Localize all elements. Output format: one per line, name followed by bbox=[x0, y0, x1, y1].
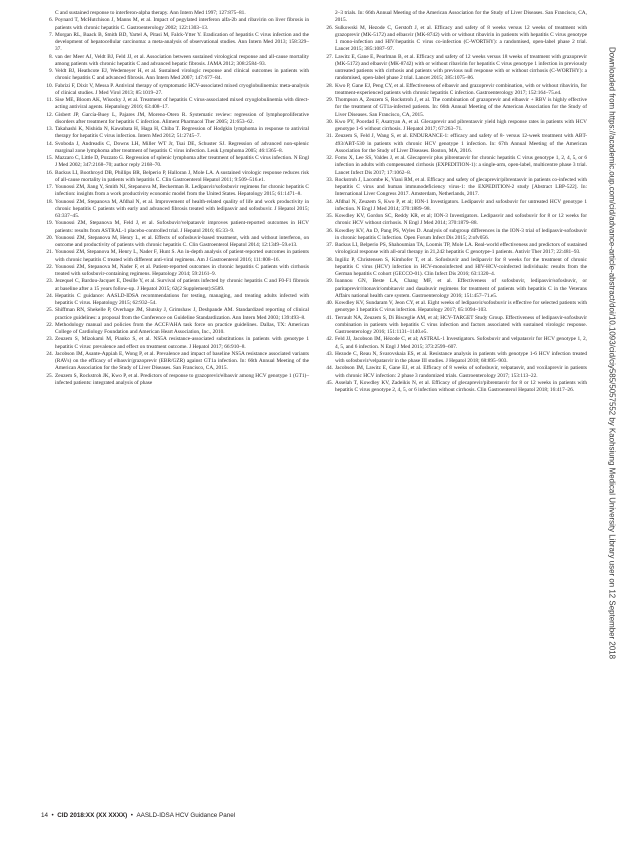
reference-text: Younossi ZM, Stepanova M, Afdhal N, et al. Improvement of health-related quality of life and work productivity in chronic hepatitis C patients with early and advanced fibrosis treated with ledipasvir and sofosbuvir. J Hepatol 2015; 63:337–45. bbox=[55, 198, 309, 219]
reference-item bbox=[41, 220, 309, 235]
reference-number: 21. bbox=[46, 249, 53, 256]
reference-text: Younossi ZM, Stepanova M, Nader F, et al. Patient-reported outcomes in chronic hepatitis C patients with cirrhosis treated with sofosbuvir-containing regimens. Hepatology 2014; 59:2161–9. bbox=[55, 263, 309, 277]
reference-number: 7. bbox=[48, 31, 53, 38]
reference-number: 18. bbox=[46, 198, 53, 205]
reference-text: Younossi ZM, Stepanova M, Feld J, et al. Sofosbuvir/velpatasvir improves patient-reported outcomes in HCV patients: results from ASTRAL-1 placebo-controlled trial. J Hepatol 2016; 65:33–9. bbox=[55, 220, 309, 234]
reference-number: 35. bbox=[326, 213, 333, 219]
reference-number: 23. bbox=[46, 336, 53, 343]
reference-item bbox=[41, 112, 309, 127]
reference-item bbox=[41, 68, 309, 83]
reference-item bbox=[321, 380, 587, 395]
reference-number: 29. bbox=[326, 97, 333, 103]
reference-item bbox=[321, 177, 587, 199]
reference-number: 11. bbox=[46, 97, 53, 103]
reference-number: 10. bbox=[46, 82, 53, 89]
reference-number: 8. bbox=[48, 53, 53, 60]
reference-number: 39. bbox=[326, 278, 333, 285]
reference-item bbox=[41, 54, 309, 69]
download-watermark bbox=[594, 8, 630, 698]
reference-text: Lawitz E, Gane E, Pearlman B, et al. Efficacy and safety of 12 weeks versus 18 weeks of treatment with grazoprevir (MK-5172) and elbasvir (MK-8742) with or without ribavirin for hepatitis C virus genotype 1 infection in previously untreated patients with cirrhosis and patients with previous null response with or without cirrhosis (C-WORTHY): a randomised, open-label phase 2 trial. Lancet 2015; 385:1075–86. bbox=[335, 53, 587, 82]
reference-item bbox=[41, 351, 309, 373]
reference-text: Thompson A, Zeuzem S, Rockstroh J, et al. The combination of grazoprevir and elbasvir + RBV is highly effective for the treatment of GT1a-infected patients. In: 66th Annual Meeting of the American Association for the Study of Liver Diseases. San Francisco, CA, 2015. bbox=[335, 97, 587, 118]
reference-text: Terrault NA, Zeuzem S, Di Bisceglie AM, et al; HCV-TARGET Study Group. Effectiveness of ledipasvir-sofosbuvir combination in patients with hepatitis C virus infection and factors associated with sustained virologic response. Gastroenterology 2016; 151:1131–1140.e5. bbox=[335, 314, 587, 335]
journal-citation: CID 2018:XX (XX XXXX) bbox=[57, 812, 128, 819]
reference-text: Ioannou GN, Beste LA, Chang MF, et al. Effectiveness of sofosbuvir, ledipasvir/sofosbuvir, or paritaprevir/ritonavir/ombitasvir and dasabuvir regimens for treatment of patients with hepatitis C in the Veterans Affairs national health care system. Gastroenterology 2016; 151:457–71.e5. bbox=[335, 278, 587, 299]
reference-item bbox=[41, 141, 309, 156]
reference-text: van der Meer AJ, Veldt BJ, Feld JJ, et al. Association between sustained virological response and all-cause mortality among patients with chronic hepatitis C and advanced hepatic fibrosis. JAMA 2012; 308:2584–93. bbox=[55, 53, 309, 67]
reference-number: 36. bbox=[326, 227, 333, 234]
reference-text: Ingiliz P, Christensen S, Kimhofer T, et al. Sofosbuvir and ledipasvir for 8 weeks for the treatment of chronic hepatitis C virus (HCV) infection in HCV-monoinfected and HIV-HCV-coinfected individuals: results from the German hepatitis C cohort (GECCO-01). Clin Infect Dis 2016; 63:1320–4. bbox=[335, 256, 587, 277]
reference-item bbox=[321, 257, 587, 279]
reference-item bbox=[321, 155, 587, 177]
reference-number: 34. bbox=[326, 198, 333, 205]
reference-text: Younossi ZM, Jiang Y, Smith NJ, Stepanova M, Beckerman R. Ledipasvir/sofosbuvir regimens for chronic hepatitis C infection: insights from a work productivity economic model from the United States. Hepatology 2015; 61:1471–8. bbox=[55, 184, 309, 198]
reference-text: Jezequel C, Bardou-Jacquet E, Desille Y, et al. Survival of patients infected by chronic hepatitis C and F0-F1 fibrosis at baseline after a 15 years follow-up. J Hepatol 2015; 62(2 Supplement):S589. bbox=[55, 278, 309, 292]
reference-text: Sulkowski M, Hezode C, Gerstoft J, et al. Efficacy and safety of 8 weeks versus 12 weeks of treatment with grazoprevir (MK-5172) and elbasvir (MK-8742) with or without ribavirin in patients with hepatitis C virus genotype 1 mono-infection and HIV/hepatitis C virus co-infection (C-WORTHY): a randomised, open-label phase 2 trial. Lancet 2015; 385:1087–97. bbox=[335, 24, 587, 53]
reference-number: 42. bbox=[326, 336, 333, 343]
reference-number: 41. bbox=[326, 314, 333, 321]
reference-text: 2–3 trials. In: 66th Annual Meeting of the American Association for the Study of Liver Diseases. San Francisco, CA, 2015. bbox=[335, 10, 587, 24]
reference-item bbox=[41, 307, 309, 322]
page-number: 14 bbox=[41, 812, 49, 819]
reference-text: Jacobson IM, Lawitz E, Gane EJ, et al. Efficacy of 8 weeks of sofosbuvir, velpatasvir, and voxilaprevir in patients with chronic HCV infection: 2 phase 3 randomized trials. Gastroenterology 2017; 153:113–22. bbox=[335, 365, 587, 379]
reference-item bbox=[41, 184, 309, 199]
reference-number: 12. bbox=[46, 111, 53, 118]
reference-number: 22. bbox=[46, 263, 53, 270]
reference-text: Zeuzem S, Feld J, Wang S, et al. ENDURANCE-1: efficacy and safety of 8- versus 12-week treatment with ABT-493/ABT-530 in patients with chronic HCV genotype 1 infection. In: 67th Annual Meeting of the American Association for the Study of Liver Diseases. Boston, MA, 2016. bbox=[335, 133, 587, 154]
reference-item bbox=[321, 300, 587, 315]
reference-text: Rockstroh J, Lacombe K, Viani RM, et al. Efficacy and safety of glecaprevir/pibrentasvir in patients co-infected with hepatitis C virus and human immunodeficiency virus-1: the EXPEDITION-2 study [Abstract LBP-522]. In: International Liver Congress 2017. Amsterdam, Netherlands, 2017. bbox=[335, 176, 587, 198]
reference-text: Zeuzem S, Mizokami M, Pianko S, et al. NS5A resistance-associated substitutions in patients with genotype 1 hepatitis C virus: prevalence and effect on treatment outcome. J Hepatol 2017; 66:910–8. bbox=[55, 336, 309, 350]
reference-number: 40. bbox=[326, 300, 333, 306]
reference-text: Forns X, Lee SS, Valdes J, et al. Glecaprevir plus pibrentasvir for chronic hepatitis C virus genotype 1, 2, 4, 5, or 6 infection in adults with compensated cirrhosis (EXPEDITION-1): a single-arm, open-label, multicentre phase 3 trial. Lancet Infect Dis 2017; 17:1062–8. bbox=[335, 155, 587, 176]
reference-number: 14. bbox=[46, 140, 53, 147]
reference-text: Mazzaro C, Little D, Pozzato G. Regression of splenic lymphoma after treatment of hepatitis C virus infection. N Engl J Med 2002; 347:2168–70; author reply 2168–70. bbox=[55, 155, 309, 169]
reference-text: Poynard T, McHutchison J, Manns M, et al. Impact of pegylated interferon alfa-2b and ribavirin on liver fibrosis in patients with chronic hepatitis C. Gastroenterology 2002; 122:1303–13. bbox=[55, 17, 309, 31]
reference-item bbox=[41, 97, 309, 112]
reference-item bbox=[321, 242, 587, 257]
reference-number: 15. bbox=[46, 155, 53, 161]
reference-text: Younossi ZM, Stepanova M, Henry L, et al. Effects of sofosbuvir-based treatment, with and without interferon, on outcome and productivity of patients with chronic hepatitis C. Clin Gastroenterol Hepatol 2014; 12:1349–59.e13. bbox=[55, 234, 309, 248]
reference-text: Takahashi K, Nishida N, Kawabata H, Haga H, Chiba T. Regression of Hodgkin lymphoma in response to antiviral therapy for hepatitis C virus infection. Intern Med 2012; 51:2745–7. bbox=[55, 126, 309, 140]
reference-text: Afdhal N, Zeuzem S, Kwo P, et al; ION-1 Investigators. Ledipasvir and sofosbuvir for untreated HCV genotype 1 infection. N Engl J Med 2014; 370:1889–98. bbox=[335, 198, 587, 212]
reference-text: Kwo PY, Poordad F, Asatryan A, et al. Glecaprevir and pibrentasvir yield high response rates in patients with HCV genotype 1-6 without cirrhosis. J Hepatol 2017; 67:263–71. bbox=[335, 118, 587, 132]
reference-text: Shiffman RN, Shekelle P, Overhage JM, Slutsky J, Grimshaw J, Deshpande AM. Standardized reporting of clinical practice guidelines: a proposal from the Conference on Guideline Standardization. Ann Intern Med 2003; 139:493–8. bbox=[55, 307, 309, 321]
reference-item bbox=[41, 249, 309, 264]
references-left-column bbox=[41, 10, 309, 387]
reference-item bbox=[321, 25, 587, 54]
reference-number: 44. bbox=[326, 365, 333, 372]
footer-bullet: • bbox=[130, 812, 133, 819]
reference-item bbox=[41, 83, 309, 98]
reference-text: Svoboda J, Andreadis C, Downs LH, Miller WT Jr, Tsai DE, Schuster SJ. Regression of advanced non-splenic marginal zone lymphoma after treatment of hepatitis C virus infection. Leuk Lymphoma 2005; 46:1365–8. bbox=[55, 140, 309, 154]
reference-item bbox=[41, 235, 309, 250]
reference-item bbox=[41, 373, 309, 388]
reference-number: 9. bbox=[48, 68, 53, 74]
reference-number: 33. bbox=[326, 176, 333, 183]
reference-text: Backus LI, Belperio PS, Shahoumian TA, Loomis TP, Mole LA. Real-world effectiveness and predictors of sustained virological response with all-oral therapy in 21,242 hepatitis C genotype-1 patients. Antivir Ther 2017; 22:481–93. bbox=[335, 242, 587, 256]
reference-item bbox=[321, 54, 587, 83]
reference-item bbox=[41, 155, 309, 170]
reference-item bbox=[321, 365, 587, 380]
reference-number: 43. bbox=[326, 350, 333, 357]
reference-item bbox=[321, 83, 587, 98]
download-notice: Downloaded from https://academic.oup.com/cid/advance-article-abstract/doi/10.1093/cid/ciy585/5057552 by Kaohsiung Medical University Library user on 12 September 2018 bbox=[607, 46, 617, 660]
reference-item bbox=[321, 10, 587, 25]
reference-text: Zeuzem S, Rockstroh JK, Kwo P, et al. Predictors of response to grazoprevir/elbasvir among HCV genotype 1 (GT1)–infected patients: integrated analysis of phase bbox=[55, 372, 309, 386]
reference-text: Kowdley KV, An D, Pang PS, Wyles D. Analysis of subgroup differences in the ION-3 trial of ledipasvir-sofosbuvir in chronic hepatitis C infection. Open Forum Infect Dis 2015; 2:ofv056. bbox=[335, 227, 587, 241]
reference-text: Hezode C, Reau N, Svarovskaia ES, et al. Resistance analysis in patients with genotype 1-6 HCV infection treated with sofosbuvir/velpatasvir in the phase III studies. J Hepatol 2018; 68:895–903. bbox=[335, 350, 587, 364]
reference-text: Asselah T, Kowdley KV, Zadeikis N, et al. Efficacy of glecaprevir/pibrentasvir for 8 or 12 weeks in patients with hepatitis C virus genotype 2, 4, 5, or 6 infection without cirrhosis. Clin Gastroenterol Hepatol 2018; 16:417–26. bbox=[335, 379, 587, 393]
reference-number: 23. bbox=[46, 278, 53, 285]
reference-text: Fabrizi F, Dixit V, Messa P. Antiviral therapy of symptomatic HCV-associated mixed cryoglobulinemia: meta-analysis of clinical studies. J Med Virol 2013; 85:1019–27. bbox=[55, 82, 309, 96]
reference-item bbox=[41, 126, 309, 141]
reference-text: Methodology manual and policies from the ACCF/AHA task force on practice guidelines. Dallas, TX: American College of Cardiology Foundation and American Heart Association, Inc., 2010. bbox=[55, 321, 309, 335]
reference-number: 16. bbox=[46, 169, 53, 176]
reference-item bbox=[41, 278, 309, 293]
reference-number: 31. bbox=[326, 133, 333, 140]
reference-item bbox=[321, 119, 587, 134]
reference-number: 45. bbox=[326, 379, 333, 386]
reference-text: Feld JJ, Jacobson IM, Hézode C, et al; ASTRAL-1 Investigators. Sofosbuvir and velpatasvir for HCV genotype 1, 2, 4, 5, and 6 infection. N Engl J Med 2015; 373:2599–607. bbox=[335, 336, 587, 350]
reference-item bbox=[321, 133, 587, 155]
reference-number: 20. bbox=[46, 234, 53, 241]
running-title: AASLD-IDSA HCV Guidance Panel bbox=[136, 812, 236, 819]
reference-number: 30. bbox=[326, 118, 333, 125]
reference-number: 25. bbox=[46, 372, 53, 379]
reference-number: 37. bbox=[326, 242, 333, 248]
reference-item bbox=[41, 32, 309, 54]
reference-item bbox=[321, 228, 587, 243]
reference-item bbox=[321, 97, 587, 119]
reference-text: Gisbert JP, García-Buey L, Pajares JM, Moreno-Otero R. Systematic review: regression of lymphoproliferative disorders after treatment for hepatitis C infection. Aliment Pharmacol Ther 2005; 21:653–62. bbox=[55, 111, 309, 125]
reference-number: 24. bbox=[46, 292, 53, 299]
footer-bullet: • bbox=[51, 812, 54, 819]
page-footer bbox=[41, 812, 587, 819]
reference-item bbox=[321, 278, 587, 300]
reference-number: 17. bbox=[46, 184, 53, 190]
reference-number: 28. bbox=[326, 82, 333, 89]
reference-item bbox=[321, 213, 587, 228]
reference-text: Kowdley KV, Sundaram V, Jeon CY, et al. Eight weeks of ledipasvir/sofosbuvir is effective for selected patients with genotype 1 hepatitis C virus infection. Hepatology 2017; 65:1094–103. bbox=[335, 300, 587, 314]
reference-number: 13. bbox=[46, 126, 53, 132]
reference-item bbox=[41, 199, 309, 221]
reference-item bbox=[41, 170, 309, 185]
reference-text: Kowdley KV, Gordon SC, Reddy KR, et al; ION-3 Investigators. Ledipasvir and sofosbuvir for 8 or 12 weeks for chronic HCV without cirrhosis. N Engl J Med 2014; 370:1879–88. bbox=[335, 213, 587, 227]
reference-text: Morgan RL, Baack B, Smith BD, Yartel A, Pitasi M, Falck-Ytter Y. Eradication of hepatitis C virus infection and the development of hepatocellular carcinoma: a meta-analysis of observational studies. Ann Intern Med 2013; 158:329–37. bbox=[55, 31, 309, 53]
reference-number: 19. bbox=[46, 220, 53, 227]
reference-number: 22. bbox=[46, 321, 53, 328]
reference-number: 6. bbox=[48, 17, 53, 24]
reference-item bbox=[321, 351, 587, 366]
reference-item bbox=[321, 315, 587, 337]
reference-item bbox=[41, 293, 309, 308]
reference-item bbox=[41, 17, 309, 32]
reference-item bbox=[321, 336, 587, 351]
reference-number: 38. bbox=[326, 256, 333, 263]
reference-text: Younossi ZM, Stepanova M, Henry L, Nader F, Hunt S. An in-depth analysis of patient-reported outcomes in patients with chronic hepatitis C treated with different anti-viral regimens. Am J Gastroenterol 2016; 111:808–16. bbox=[55, 249, 309, 263]
reference-text: Veldt BJ, Heathcote EJ, Wedemeyer H, et al. Sustained virologic response and clinical outcomes in patients with chronic hepatitis C and advanced fibrosis. Ann Intern Med 2007; 147:677–84. bbox=[55, 68, 309, 82]
reference-number: 25. bbox=[46, 307, 53, 314]
reference-item bbox=[41, 336, 309, 351]
reference-item bbox=[41, 264, 309, 279]
reference-text: Backus LI, Boothroyd DB, Phillips BR, Belperio P, Halloran J, Mole LA. A sustained virologic response reduces risk of all-cause mortality in patients with hepatitis C. Clin Gastroenterol Hepatol 2011; 9:509–516.e1. bbox=[55, 169, 309, 183]
reference-text: Kwo P, Gane EJ, Peng CY, et al. Effectiveness of elbasvir and grazoprevir combination, with or without ribavirin, for treatment-experienced patients with chronic hepatitis C infection. Gastroenterology 2017; 152:164–75.e4. bbox=[335, 82, 587, 96]
reference-number: 26. bbox=[326, 24, 333, 31]
reference-number: 32. bbox=[326, 155, 333, 161]
reference-text: C and sustained response to interferon-alpha therapy. Ann Intern Med 1997; 127:875–81. bbox=[55, 10, 246, 16]
reference-text: Jacobson IM, Asante-Appiah E, Wong P, et al. Prevalence and impact of baseline NS5A resistance associated variants (RAVs) on the efficacy of elbasvir/grazoprevir (EBR/GZR) against GT1a infection. In: 66th Annual Meeting of the American Association for the Study of Liver Diseases. San Francisco, CA, 2015. bbox=[55, 350, 309, 372]
reference-item bbox=[321, 199, 587, 214]
references-right-column bbox=[321, 10, 587, 394]
reference-text: Hepatitis C guidance: AASLD-IDSA recommendations for testing, managing, and treating adults infected with hepatitis C virus. Hepatology 2015; 62:932–54. bbox=[55, 292, 309, 306]
reference-text: Sise ME, Bloom AK, Wisocky J, et al. Treatment of hepatitis C virus-associated mixed cryoglobulinemia with direct-acting antiviral agents. Hepatology 2016; 63:408–17. bbox=[55, 97, 309, 111]
reference-number: 24. bbox=[46, 350, 53, 357]
reference-number: 27. bbox=[326, 53, 333, 60]
reference-item bbox=[41, 322, 309, 337]
